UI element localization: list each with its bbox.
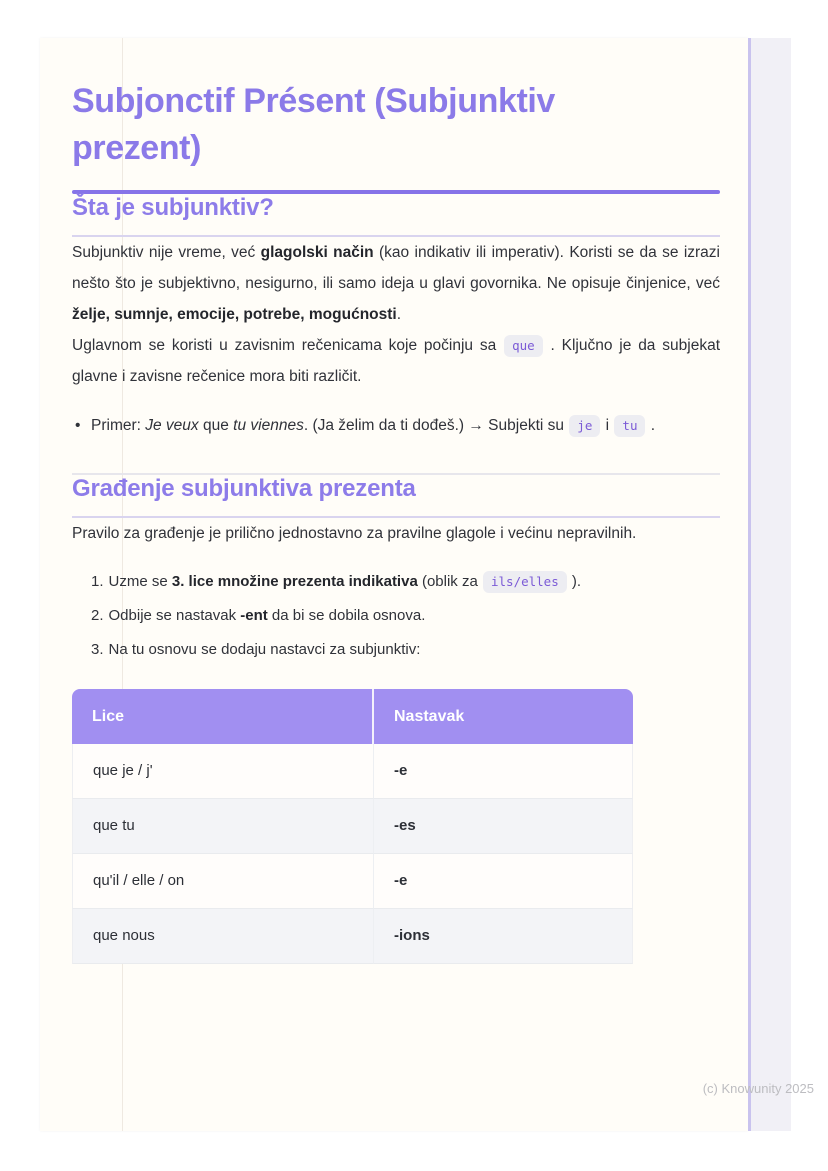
text-segment: . [646, 417, 656, 434]
bold-third-person: 3. lice množine prezenta indikativa [171, 573, 418, 590]
cell-nastavak: -ions [374, 909, 633, 964]
code-badge-ils-elles: ils/elles [483, 571, 567, 593]
italic-je-veux: Je veux [145, 417, 199, 434]
text-segment: (oblik za [417, 573, 482, 590]
text-segment: da bi se dobila osnova. [267, 607, 426, 624]
cell-lice: que tu [72, 799, 374, 854]
endings-table [72, 689, 633, 964]
table-row [72, 909, 633, 964]
cell-nastavak: -es [374, 799, 633, 854]
table-header-lice: Lice [72, 689, 374, 744]
text-segment: (kao indikativ ili imperativ). Koristi se da se izrazi nešto što je subjektivno, nesigurno, ili samo ideja u glavi govornika. Ne opisuje činjenice, već [72, 244, 720, 292]
list-item-step-2 [72, 603, 720, 629]
code-badge-je: je [569, 415, 600, 437]
text-segment: i [601, 417, 614, 434]
text-segment: . [396, 306, 402, 323]
bullet-marker: • [75, 417, 81, 434]
table-row [72, 744, 633, 799]
cell-lice: qu'il / elle / on [72, 854, 374, 909]
bold-ent-suffix: -ent [240, 607, 268, 624]
section-heading-what: Šta je subjunktiv? [72, 194, 720, 237]
code-badge-tu: tu [614, 415, 645, 437]
step-number: 2. [91, 607, 104, 624]
italic-tu-viennes: tu viennes [233, 417, 304, 434]
page-title: Subjonctif Présent (Subjunktiv prezent) [72, 82, 555, 167]
step-text [109, 569, 582, 595]
text-segment: . Ključno je da subjekat glavne i zavisne rečenice mora biti različit. [72, 337, 720, 385]
list-item-step-3 [72, 637, 720, 663]
text-segment: ). [567, 573, 582, 590]
step-text [109, 603, 426, 629]
bold-glagolski-nacin: glagolski način [260, 244, 374, 261]
bold-zelje-list: želje, sumnje, emocije, potrebe, mogućnosti [72, 306, 397, 323]
cell-lice: que je / j' [72, 744, 374, 799]
code-badge-que: que [504, 335, 543, 357]
text-segment: Subjunktiv nije vreme, već [72, 244, 261, 261]
page-content [40, 38, 748, 964]
list-item-step-1 [72, 569, 720, 595]
cell-nastavak: -e [374, 744, 633, 799]
cell-nastavak: -e [374, 854, 633, 909]
document-page [40, 38, 748, 1131]
text-segment: Uzme se [108, 573, 172, 590]
building-steps-list [72, 569, 720, 663]
table-header-nastavak: Nastavak [374, 689, 633, 744]
watermark-text: (c) Knowunity 2025 [702, 1081, 814, 1096]
table-header-row [72, 689, 633, 744]
step-number: 3. [91, 641, 104, 658]
example-bullet-item [72, 410, 720, 441]
example-bullet-text [91, 410, 720, 441]
paragraph-definition [72, 237, 720, 330]
next-page-edge [748, 38, 791, 1131]
table-row [72, 854, 633, 909]
section-heading-building: Građenje subjunktiva prezenta [72, 475, 720, 518]
table-row [72, 799, 633, 854]
step-number: 1. [91, 573, 104, 590]
text-segment: Na tu osnovu se dodaju nastavci za subjunktiv: [108, 641, 421, 658]
step-text [109, 637, 421, 663]
cell-lice: que nous [72, 909, 374, 964]
text-segment: Uglavnom se koristi u zavisnim rečenicama koje počinju sa [72, 337, 504, 354]
text-segment: que [198, 417, 234, 434]
paragraph-que-usage [72, 330, 720, 392]
text-segment: . (Ja želim da ti dođeš.) → Subjekti su [303, 417, 569, 434]
text-segment: Primer: [91, 417, 146, 434]
text-segment: Odbije se nastavak [108, 607, 241, 624]
paragraph-rule-intro: Pravilo za građenje je prilično jednostavno za pravilne glagole i većinu nepravilnih. [72, 525, 637, 542]
